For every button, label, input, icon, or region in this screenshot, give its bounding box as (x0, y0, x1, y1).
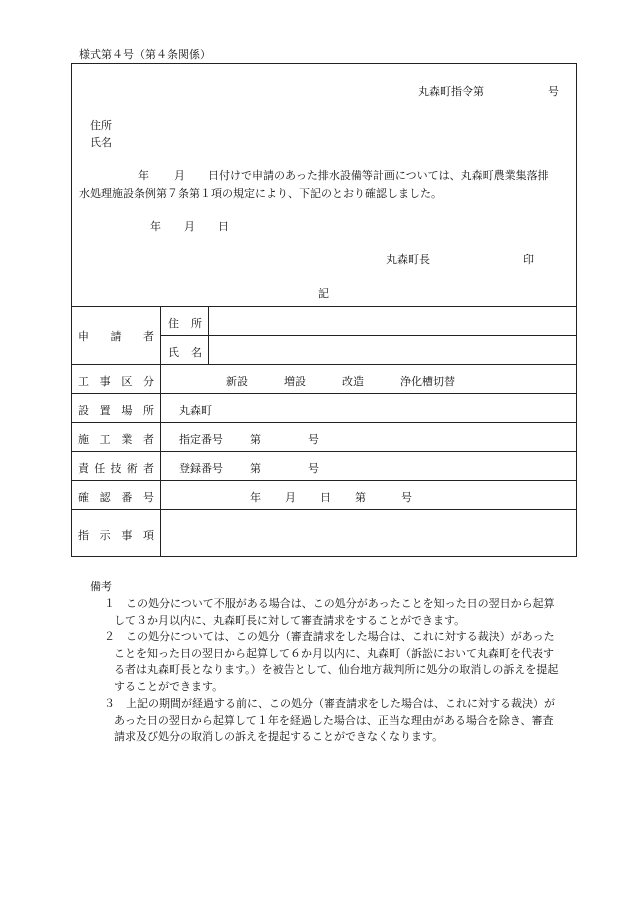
engineer-dai: 第 (250, 462, 261, 475)
row-line (71, 509, 577, 510)
recipient-name-label: 氏名 (90, 136, 112, 149)
work-type-new[interactable]: 新設 (226, 375, 248, 388)
confirm-dai: 第 (355, 491, 366, 504)
engineer-number-label: 登録番号 (179, 462, 223, 475)
location-value[interactable]: 丸森町 (179, 404, 212, 417)
note-line: る者は丸森町長となります。）を被告として、仙台地方裁判所に処分の取消しの訴えを提起 (114, 663, 559, 676)
note-line: この処分について不服がある場合は、この処分があったことを知った日の翌日から起算 (126, 597, 555, 610)
contractor-number-label: 指定番号 (179, 433, 223, 446)
applicant-label: 申 請 者 (78, 330, 154, 343)
row-line (71, 451, 577, 452)
row-line (71, 422, 577, 423)
applicant-name-field[interactable] (210, 337, 574, 363)
note-line: 上記の期間が経過する前に、この処分（審査請求をした場合は、これに対する裁決）が (126, 697, 555, 710)
recipient-address-label: 住所 (90, 119, 112, 132)
work-type-modify[interactable]: 改造 (342, 375, 364, 388)
applicant-name-label: 氏 名 (168, 346, 202, 359)
body-line2: 水処理施設条例第７条第１項の規定により、下記のとおり確認しました。 (79, 187, 442, 200)
confirm-number-label: 確 認 番 号 (78, 491, 154, 504)
contractor-dai: 第 (250, 433, 261, 446)
table-top-line (71, 306, 577, 307)
body-month: 月 (174, 169, 185, 182)
applicant-address-label: 住 所 (168, 317, 202, 330)
contractor-label: 施 工 業 者 (78, 433, 154, 446)
confirm-day: 日 (320, 491, 331, 504)
applicant-address-field[interactable] (210, 308, 574, 334)
instructions-label: 指 示 事 項 (78, 529, 154, 542)
form-title: 様式第４号（第４条関係） (79, 48, 211, 61)
applicant-inner-line (160, 335, 577, 336)
applicant-subcolumn-line (208, 306, 209, 364)
mayor-label: 丸森町長 (386, 253, 430, 266)
label-column-line (160, 306, 161, 557)
row-line (71, 480, 577, 481)
row-line (71, 364, 577, 365)
note-line: 請求及び処分の取消しの訴えを提起することができなくなります。 (114, 730, 444, 743)
seal-label: 印 (523, 253, 534, 266)
confirm-month: 月 (285, 491, 296, 504)
issue-month: 月 (184, 220, 195, 233)
body-year: 年 (138, 169, 149, 182)
confirm-year: 年 (250, 491, 261, 504)
body-line1: 日付けで申請のあった排水設備等計画については、丸森町農業集落排 (208, 169, 549, 182)
row-line (71, 393, 577, 394)
note-line: して３か月以内に、丸森町長に対して審査請求をすることができます。 (114, 614, 466, 627)
engineer-go: 号 (308, 462, 319, 475)
designation-label: 丸森町指令第 (418, 85, 484, 98)
contractor-go: 号 (308, 433, 319, 446)
notes-heading: 備考 (90, 580, 112, 593)
issue-day: 日 (218, 220, 229, 233)
note-number: ２ (104, 630, 115, 643)
engineer-label: 責 任 技 術 者 (78, 462, 154, 475)
note-number: １ (104, 597, 115, 610)
work-type-add[interactable]: 増設 (284, 375, 306, 388)
ki-label: 記 (318, 287, 329, 300)
location-label: 設 置 場 所 (78, 404, 154, 417)
note-line: することができます。 (114, 680, 224, 693)
note-line: この処分については、この処分（審査請求をした場合は、これに対する裁決）があった (126, 630, 555, 643)
work-type-septic-switch[interactable]: 浄化槽切替 (400, 375, 455, 388)
confirm-go: 号 (401, 491, 412, 504)
note-line: あった日の翌日から起算して１年を経過した場合は、正当な理由がある場合を除き、審査 (114, 714, 554, 727)
issue-year: 年 (150, 220, 161, 233)
designation-suffix: 号 (548, 85, 559, 98)
note-number: ３ (104, 697, 115, 710)
note-line: ことを知った日の翌日から起算して６か月以内に、丸森町（訴訟において丸森町を代表す (114, 647, 554, 660)
instructions-field[interactable] (163, 512, 575, 555)
work-type-label: 工 事 区 分 (78, 375, 154, 388)
